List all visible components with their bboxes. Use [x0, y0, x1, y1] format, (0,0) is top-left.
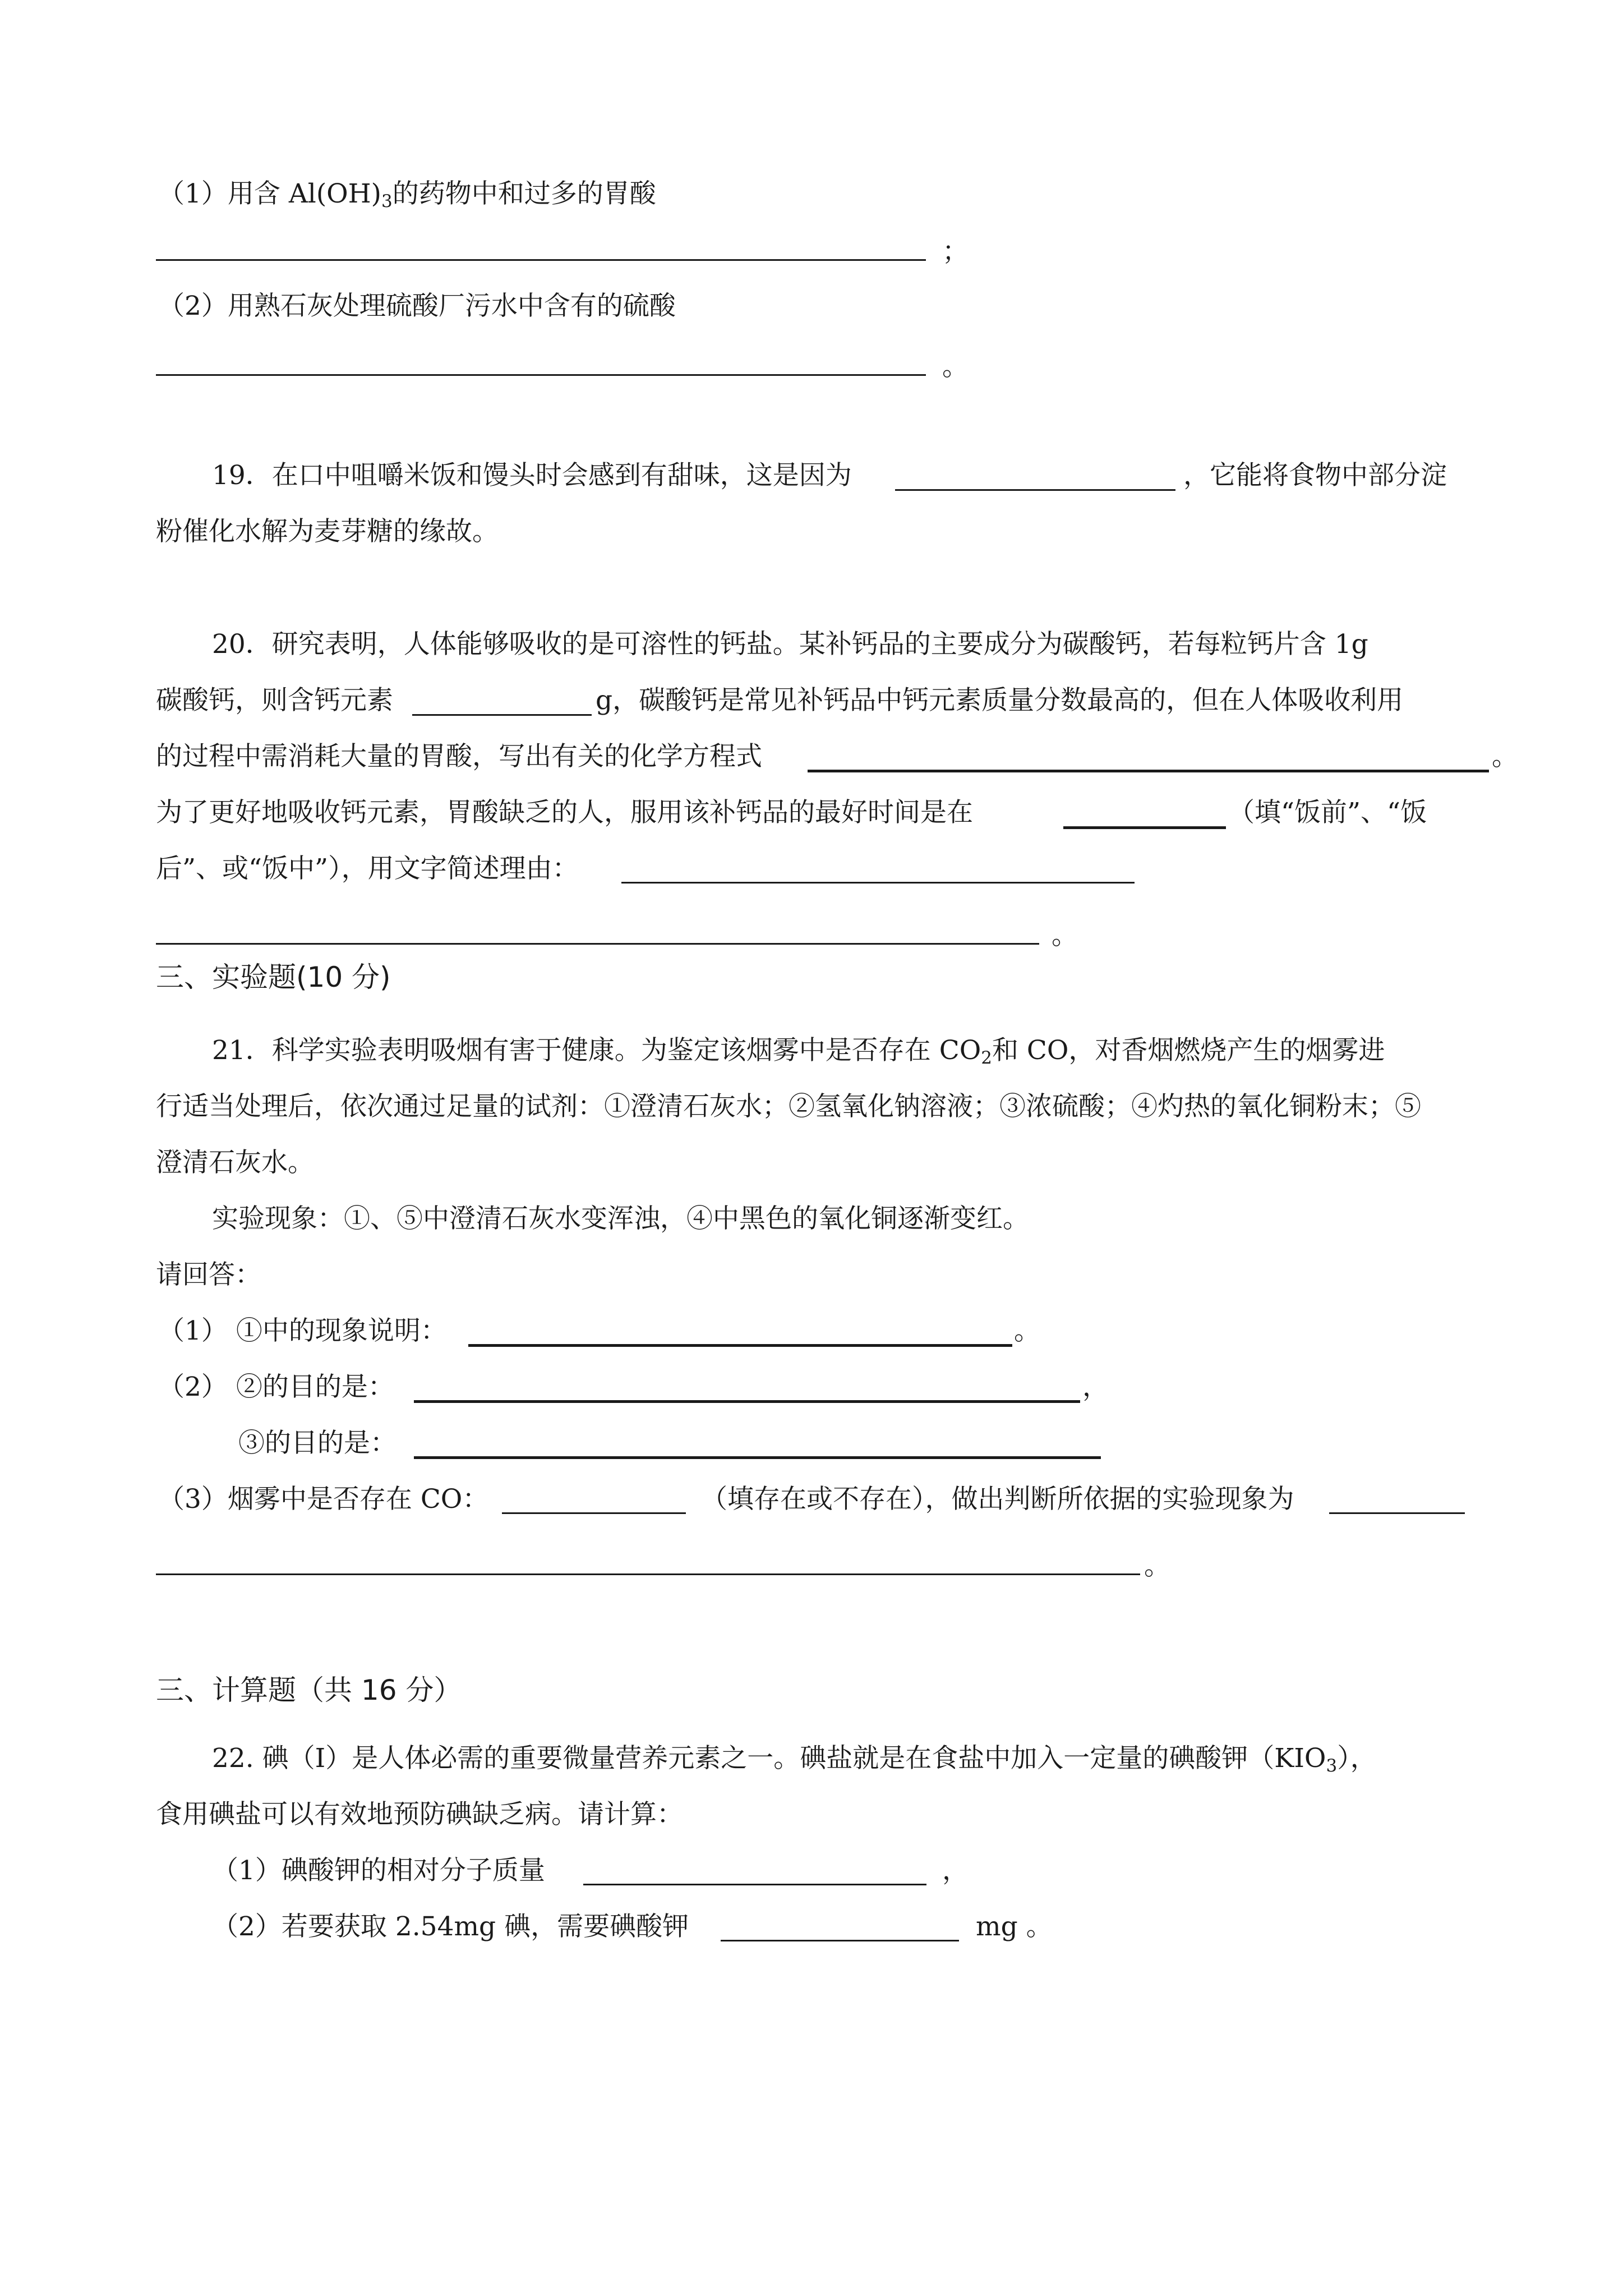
q22-a1-blank[interactable] [583, 1884, 926, 1885]
q19-line1-post: ，它能将食物中部分淀 [1183, 460, 1447, 491]
q18-item1-subscript: 3 [381, 191, 393, 211]
q20-line2-pre: 碳酸钙，则含钙元素 [156, 685, 393, 716]
q21-a4-co-blank[interactable] [502, 1512, 686, 1514]
q21-line1: 21．科学实验表明吸烟有害于健康。为鉴定该烟雾中是否存在 $CO_2$和 CO，对香烟燃烧产生的烟雾进 [212, 1035, 1385, 1068]
q18-item1-end: ； [942, 236, 969, 267]
q18-item2: （2）用熟石灰处理硫酸厂污水中含有的硫酸 [158, 291, 676, 321]
q18-answer-blank-2[interactable] [156, 374, 926, 376]
q21-a4-end: 。 [1144, 1550, 1170, 1581]
q20-line4-post: （填“饭前”、“饭 [1228, 797, 1427, 828]
q21-co2-subscript: 2 [981, 1048, 992, 1068]
q20-line2-post: g，碳酸钙是常见补钙品中钙元素质量分数最高的，但在人体吸收利用 [596, 685, 1404, 716]
q21-a4-mid: （填存在或不存在），做出判断所依据的实验现象为 [701, 1484, 1294, 1515]
q19-answer-blank[interactable] [895, 489, 1175, 491]
q21-a1-blank[interactable] [468, 1344, 1012, 1347]
section-calculation-title: 三、计算题（共 16 分） [156, 1674, 462, 1706]
q22-a2-blank[interactable] [721, 1940, 959, 1941]
q21-a4-evidence-blank-1[interactable] [1329, 1512, 1465, 1514]
q20-time-blank[interactable] [1063, 826, 1226, 829]
q21-a1-end: 。 [1014, 1315, 1040, 1346]
q20-line1: 20．研究表明，人体能够吸收的是可溶性的钙盐。某补钙品的主要成分为碳酸钙，若每粒钙片含 1g [212, 629, 1368, 660]
q21-line2: 行适当处理后，依次通过足量的试剂：①澄清石灰水；②氢氧化钠溶液；③浓硫酸；④灼热的氧化铜粉末；⑤ [156, 1091, 1421, 1122]
section-experiment-title: 三、实验题(10 分) [156, 961, 391, 993]
q21-a1-pre: （1） ①中的现象说明： [158, 1315, 447, 1346]
q19-line2: 粉催化水解为麦芽糖的缘故。 [156, 516, 499, 547]
q22-line1: 22. 碘（I）是人体必需的重要微量营养元素之一。碘盐就是在食盐中加入一定量的碘酸钾$(KIO_3)$， [212, 1743, 1377, 1776]
q22-line2: 食用碘盐可以有效地预防碘缺乏病。请计算： [156, 1799, 683, 1830]
q21-a2-end: ， [1082, 1372, 1109, 1402]
q21-a3-blank[interactable] [414, 1456, 1101, 1459]
q21-ask: 请回答： [156, 1259, 261, 1290]
q18-item1: （1）用含 $Al(OH)_3$的药物中和过多的胃酸 [158, 178, 656, 211]
q22-kio3-subscript: 3 [1326, 1756, 1338, 1776]
q22-a2-unit: mg 。 [976, 1911, 1053, 1942]
q19-line1-pre: 19．在口中咀嚼米饭和馒头时会感到有甜味，这是因为 [212, 460, 852, 491]
q20-line3-end: 。 [1492, 741, 1518, 772]
q18-answer-blank-1[interactable] [156, 259, 926, 261]
q21-a4-evidence-blank-2[interactable] [156, 1573, 1140, 1575]
q21-a2-blank[interactable] [414, 1400, 1080, 1403]
q20-line5-pre: 后”、或“饭中”），用文字简述理由： [156, 853, 579, 884]
q20-reason-blank-2[interactable] [156, 943, 1039, 945]
q20-line6-end: 。 [1052, 920, 1078, 951]
q22-a1-pre: （1）碘酸钾的相对分子质量 [212, 1855, 545, 1886]
q21-phenomenon: 实验现象：①、⑤中澄清石灰水变浑浊，④中黑色的氧化铜逐渐变红。 [212, 1203, 1029, 1234]
q22-a1-end: ， [942, 1855, 969, 1886]
q21-a3-pre: ③的目的是： [238, 1428, 396, 1458]
q20-reason-blank-1[interactable] [621, 882, 1135, 884]
q20-line4-pre: 为了更好地吸收钙元素，胃酸缺乏的人，服用该补钙品的最好时间是在 [156, 797, 973, 828]
q21-line3: 澄清石灰水。 [156, 1147, 314, 1178]
q21-a2-pre: （2） ②的目的是： [158, 1372, 394, 1402]
q20-line3-pre: 的过程中需消耗大量的胃酸，写出有关的化学方程式 [156, 741, 762, 772]
q18-item2-end: 。 [942, 351, 969, 382]
q20-equation-blank[interactable] [808, 770, 1489, 772]
q20-calcium-mass-blank[interactable] [412, 714, 592, 716]
q21-a4-pre: （3）烟雾中是否存在 CO： [158, 1484, 489, 1515]
q22-a2-pre: （2）若要获取 2.54mg 碘，需要碘酸钾 [212, 1911, 689, 1942]
